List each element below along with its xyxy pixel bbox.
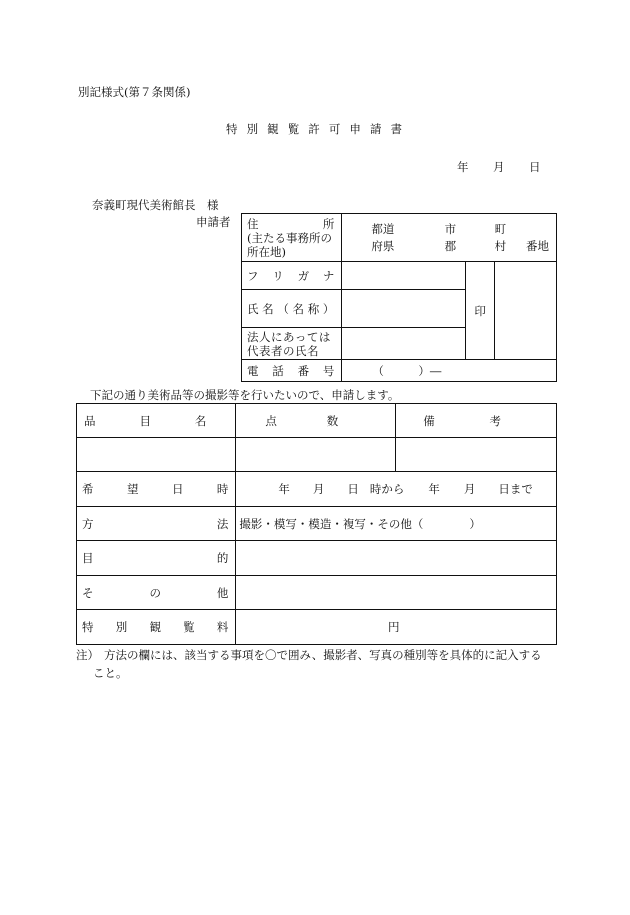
seal-box[interactable] [495, 262, 557, 360]
applicant-table [241, 213, 557, 382]
furigana-row [242, 262, 557, 290]
desired-date-row [77, 472, 557, 507]
title-char: 観 [267, 122, 279, 136]
address-label: 住 所 (主たる事務所の 所在地) [242, 214, 342, 262]
title-char: 申 [349, 122, 361, 136]
count-header: 点 数 [236, 404, 396, 438]
desired-date-label: 希 望 日 時 [77, 472, 236, 507]
other-row [77, 576, 557, 610]
title-char: 請 [369, 122, 382, 136]
desired-date-field[interactable]: 年 月 日 時から 年 月 日まで [236, 472, 557, 507]
fee-field[interactable]: 円 [236, 610, 557, 645]
method-row [77, 507, 557, 541]
note-line-2: こと。 [93, 666, 128, 680]
remarks-header: 備 考 [396, 404, 557, 438]
title-char: 別 [246, 122, 259, 136]
note-prefix: 注） [76, 648, 99, 662]
purpose-field[interactable] [236, 541, 557, 576]
fee-label: 特 別 観 覧 料 [77, 610, 236, 645]
representative-label: 法人にあっては 代表者の氏名 [242, 328, 342, 360]
phone-field[interactable]: （ ）― [342, 360, 557, 382]
fee-row [77, 610, 557, 645]
title-char: 可 [328, 122, 341, 136]
form-title [226, 121, 402, 137]
seal-cell [466, 262, 495, 360]
address-field[interactable]: 都道 市 町 府県 郡 村 番地 [342, 214, 557, 262]
name-field[interactable] [342, 290, 466, 328]
applicant-label: 申請者 [196, 215, 231, 229]
other-field[interactable] [236, 576, 557, 610]
phone-label: 電 話 番 号 [242, 360, 342, 382]
representative-field[interactable] [342, 328, 466, 360]
remarks-field[interactable] [396, 438, 557, 472]
note-line-1: 方法の欄には、該当する事項を〇で囲み、撮影者、写真の種別等を具体的に記入する [104, 648, 542, 662]
title-char: 覧 [287, 122, 300, 136]
intro-text: 下記の通り美術品等の撮影等を行いたいので、申請します。 [90, 388, 400, 402]
address-row [242, 214, 557, 262]
items-header-row [77, 404, 557, 438]
count-field[interactable] [236, 438, 396, 472]
item-name-field[interactable] [77, 438, 236, 472]
furigana-label: フ リ ガ ナ [242, 262, 342, 290]
title-char: 書 [390, 122, 402, 136]
name-label: 氏 名 （ 名 称 ） [242, 290, 342, 328]
form-reference: 別記様式(第７条関係) [78, 85, 191, 99]
purpose-label: 目 的 [77, 541, 236, 576]
phone-row [242, 360, 557, 382]
furigana-field[interactable] [342, 262, 466, 290]
addressee: 奈義町現代美術館長 様 [92, 198, 219, 212]
method-label: 方 法 [77, 507, 236, 541]
year-label: 年 [457, 160, 469, 174]
purpose-row [77, 541, 557, 576]
title-char: 特 [226, 122, 238, 136]
item-name-header: 品 目 名 [77, 404, 236, 438]
items-entry-row [77, 438, 557, 472]
method-field[interactable]: 撮影・模写・模造・複写・その他（ ） [236, 507, 557, 541]
other-label: そ の 他 [77, 576, 236, 610]
seal-mark: 印 [474, 303, 486, 318]
items-table [76, 403, 557, 645]
title-char: 許 [308, 122, 320, 136]
month-label: 月 [493, 160, 505, 174]
day-label: 日 [529, 160, 541, 174]
